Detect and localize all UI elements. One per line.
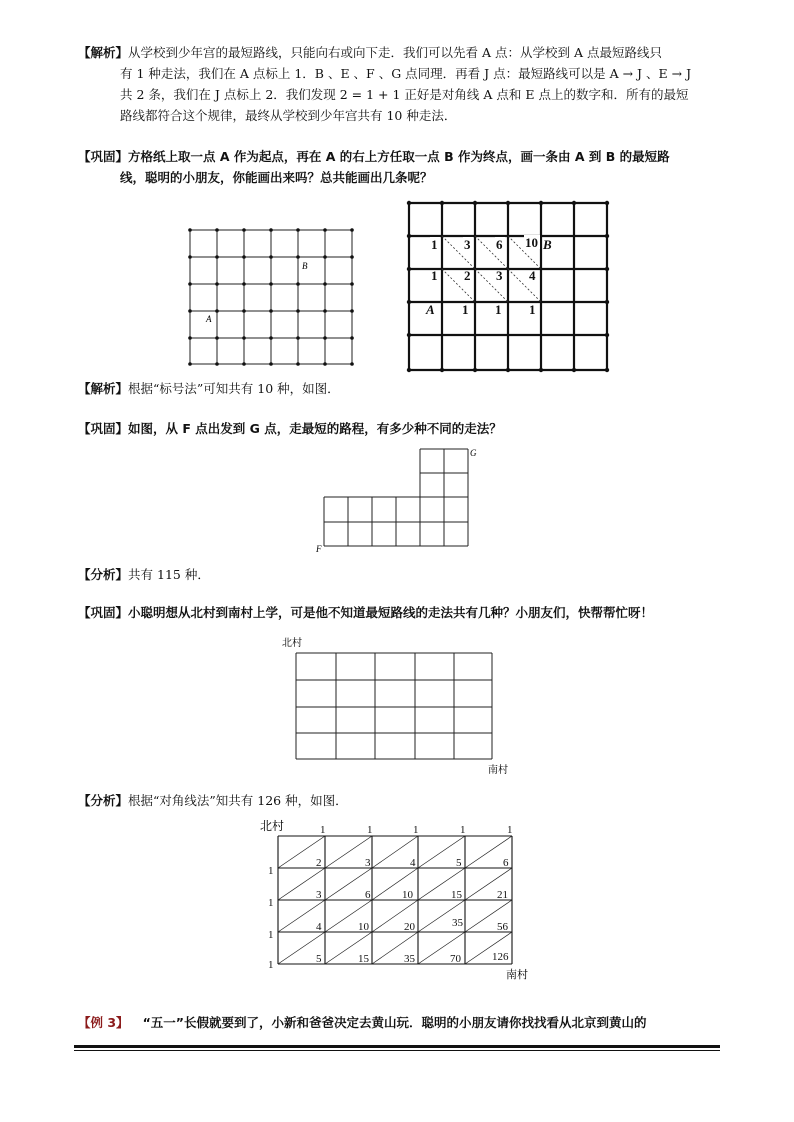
question-line-2: 线，聪明的小朋友，你能画出来吗？总共能画出几条呢？ — [120, 170, 433, 185]
label-r2-c2: 2 — [464, 268, 471, 283]
label-r3-c2: 1 — [462, 302, 469, 317]
diagonal-grid-svg — [256, 814, 546, 984]
cell-r4-c4: 70 — [450, 953, 461, 965]
consolidate-block-1 — [78, 146, 720, 188]
question-line-1: 【巩固】方格纸上取一点 A 作为起点，再在 A 的右上方任取一点 B 作为终点，画一条由 A 到 B 的最短路 — [78, 149, 670, 164]
village-grid-figure — [278, 632, 518, 780]
example-tag: 【例 3】 — [78, 1015, 129, 1030]
point-b-label: B — [302, 261, 308, 271]
cell-r4-c5: 126 — [492, 951, 509, 963]
footer-rule-thin — [74, 1050, 720, 1051]
grid-left-svg — [180, 222, 355, 372]
south-village-label-2: 南村 — [506, 968, 528, 981]
label-r1-c3: 6 — [496, 237, 503, 252]
analysis-tag: 【解析】 — [78, 45, 129, 60]
analysis-line-1: 【解析】从学校到少年宫的最短路线，只能向右或向下走．我们可以先看 A 点：从学校到 A 点最短路线只 — [78, 45, 662, 60]
example-block-3: 【例 3】 “五一”长假就要到了，小新和爸爸决定去黄山玩．聪明的小朋友请你找找看从北京到黄山的 — [78, 1015, 647, 1030]
north-village-label: 北村 — [282, 638, 302, 649]
cell-r2-c4: 15 — [451, 889, 462, 901]
label-point-a: A — [426, 302, 435, 317]
cell-r3-c4: 35 — [452, 917, 463, 929]
cell-r3-c2: 10 — [358, 921, 369, 933]
cell-r2-c3: 10 — [402, 889, 413, 901]
cell-r4-c2: 15 — [358, 953, 369, 965]
analysis-block-4: 【分析】根据“对角线法”知共有 126 种，如图． — [78, 793, 348, 808]
footer-rule-thick — [74, 1045, 720, 1048]
analysis-line-3: 共 2 条，我们在 J 点标上 2．我们发现 2 = 1 + 1 正好是对角线 A 点和 E 点上的数字和．所有的最短 — [120, 87, 689, 102]
top-one-4: 1 — [460, 824, 466, 836]
label-r1-c2: 3 — [464, 237, 471, 252]
analysis-line-4: 路线都符合这个规律，最终从学校到少年宫共有 10 种走法． — [120, 108, 457, 123]
village-grid-svg — [278, 632, 518, 780]
cell-r3-c1: 4 — [316, 921, 322, 933]
cell-r1-c2: 3 — [365, 857, 371, 869]
label-r2-c4: 4 — [529, 268, 536, 283]
label-r3-c3: 1 — [495, 302, 502, 317]
consolidate-block-3: 【巩固】小聪明想从北村到南村上学，可是他不知道最短路线的走法共有几种？小朋友们，快帮帮忙呀！ — [78, 605, 654, 620]
analysis-block-1 — [78, 42, 720, 126]
label-r2-c3: 3 — [496, 268, 503, 283]
label-r3-c4: 1 — [529, 302, 536, 317]
cell-r4-c1: 5 — [316, 953, 322, 965]
label-r1-c4: 10 — [525, 235, 538, 250]
cell-r1-c5: 6 — [503, 857, 509, 869]
l-shape-svg — [312, 446, 492, 556]
cell-r2-c5: 21 — [497, 889, 508, 901]
top-one-2: 1 — [367, 824, 373, 836]
consolidate-block-2: 【巩固】如图，从 F 点出发到 G 点，走最短的路程，有多少种不同的走法？ — [78, 421, 502, 436]
cell-r2-c2: 6 — [365, 889, 371, 901]
left-one-4: 1 — [268, 959, 274, 971]
cell-r3-c3: 20 — [404, 921, 415, 933]
analysis-block-3: 【分析】共有 115 种． — [78, 567, 210, 582]
cell-r1-c3: 4 — [410, 857, 416, 869]
left-one-3: 1 — [268, 929, 274, 941]
point-f-label: F — [316, 544, 322, 554]
cell-r4-c3: 35 — [404, 953, 415, 965]
point-a-label: A — [206, 314, 212, 324]
label-r2-c1: 1 — [431, 268, 438, 283]
grid-figure-left — [180, 222, 355, 372]
point-g-label: G — [470, 448, 477, 458]
diagonal-grid-figure — [256, 814, 546, 984]
left-one-1: 1 — [268, 865, 274, 877]
l-shape-grid-figure — [312, 446, 492, 556]
top-one-5: 1 — [507, 824, 513, 836]
left-one-2: 1 — [268, 897, 274, 909]
north-village-label-2: 北村 — [260, 819, 285, 833]
label-point-b: B — [543, 237, 552, 252]
cell-r2-c1: 3 — [316, 889, 322, 901]
analysis-line-2: 有 1 种走法，我们在 A 点标上 1．B 、E 、F 、G 点同理．再看 J 点：最短路线可以是 A → J 、E → J — [120, 66, 692, 81]
south-village-label: 南村 — [488, 765, 508, 776]
top-one-3: 1 — [413, 824, 419, 836]
analysis-block-2: 【解析】根据“标号法”可知共有 10 种，如图． — [78, 381, 340, 396]
top-one-1: 1 — [320, 824, 326, 836]
cell-r1-c1: 2 — [316, 857, 322, 869]
grid-figure-right — [404, 198, 614, 376]
cell-r3-c5: 56 — [497, 921, 508, 933]
cell-r1-c4: 5 — [456, 857, 462, 869]
label-r1-c1: 1 — [431, 237, 438, 252]
grid-right-svg — [404, 198, 614, 376]
